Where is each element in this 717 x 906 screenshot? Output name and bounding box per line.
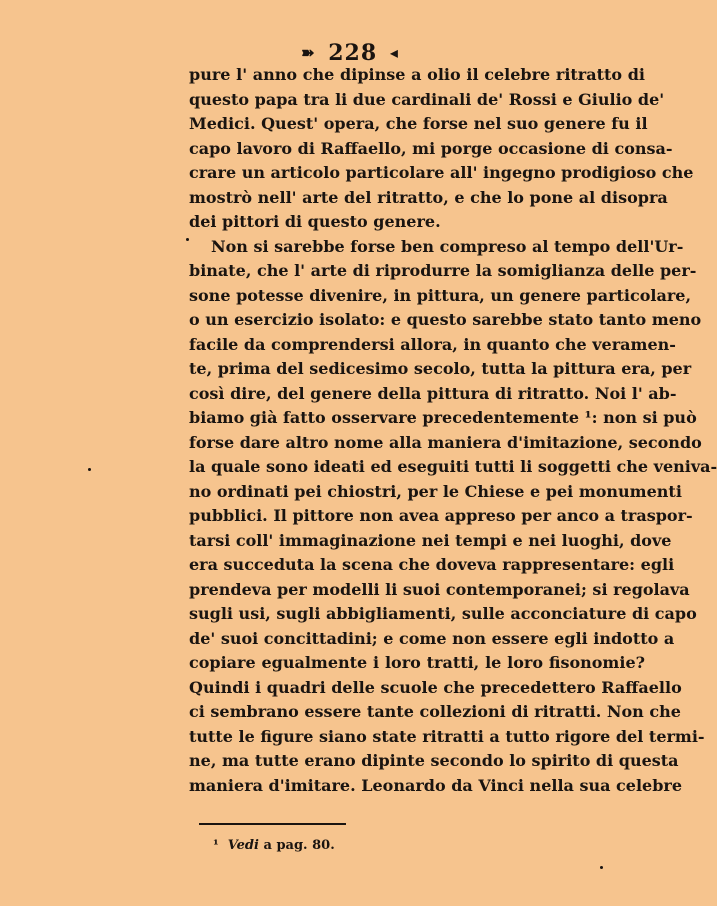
text-line: mostrò nell' arte del ritratto, e che lo pone al disopra [189,187,668,207]
text-line: no ordinati pei chiostri, per le Chiese e pei monumenti [189,481,682,501]
left-ornament-icon: ➽ [301,43,316,62]
ink-speck [600,866,603,869]
text-line: capo lavoro di Raffaello, mi porge occasione di consa- [189,138,673,158]
text-line: binate, che l' arte di riprodurre la somiglianza delle per- [189,261,697,280]
text-line: Medici. Quest' opera, che forse nel suo genere fu il [189,114,648,133]
ink-speck [88,468,91,471]
text-line: così dire, del genere della pittura di ritratto. Noi l' ab- [189,383,677,403]
text-line: tutte le figure siano state ritratti a tutto rigore del termi- [189,726,705,746]
text-line: forse dare altro nome alla maniera d'imitazione, secondo [189,432,702,452]
text-line: Quindi i quadri delle scuole che precedettero Raffaello [189,677,682,697]
footnote-text: a pag. 80. [263,838,335,853]
page-number: 228 [328,40,378,66]
ink-speck [186,238,189,241]
text-line: crare un articolo particolare all' ingegno prodigioso che [189,163,694,182]
text-line: Non si sarebbe forse ben compreso al tempo dell'Ur- [211,236,684,256]
text-line: ci sembrano essere tante collezioni di ritratti. Non che [189,702,681,721]
text-line: sugli usi, sugli abbigliamenti, sulle acconciature di capo [189,604,697,623]
footnote-divider [199,823,346,825]
text-line: biamo già fatto osservare precedentemente ¹: non si può [189,408,697,427]
footnote-italic-text: Vedi [227,838,259,853]
text-line: de' suoi concittadini; e come non essere egli indotto a [189,628,675,648]
text-line: sone potesse divenire, in pittura, un genere particolare, [189,285,692,305]
text-line: o un esercizio isolato: e questo sarebbe stato tanto meno [189,310,702,329]
text-line: maniera d'imitare. Leonardo da Vinci nella sua celebre [189,775,683,795]
text-line: pure l' anno che dipinse a olio il celebre ritratto di [189,65,645,84]
text-line: questo papa tra li due cardinali de' Rossi e Giulio de' [189,89,665,109]
footnote [213,838,335,853]
text-line: la quale sono ideati ed eseguiti tutti li soggetti che veniva- [189,457,717,476]
text-line: prendeva per modelli li suoi contemporanei; si regolava [189,579,690,599]
text-line: dei pittori di questo genere. [189,212,441,231]
text-line: era succeduta la scena che doveva rappresentare: egli [189,555,675,574]
text-line: tarsi coll' immaginazione nei tempi e nei luoghi, dove [189,530,672,550]
text-line: pubblici. Il pittore non avea appreso per anco a traspor- [189,506,693,525]
text-line: facile da comprendersi allora, in quanto che veramen- [189,334,676,354]
right-ornament-icon: ◂ [389,43,399,62]
footnote-marker: ¹ [213,838,219,853]
text-line: copiare egualmente i loro tratti, le loro fisonomie? [189,653,645,672]
text-line: ne, ma tutte erano dipinte secondo lo spirito di questa [189,751,679,770]
text-line: te, prima del sedicesimo secolo, tutta la pittura era, per [189,359,692,378]
body-text [189,63,717,798]
